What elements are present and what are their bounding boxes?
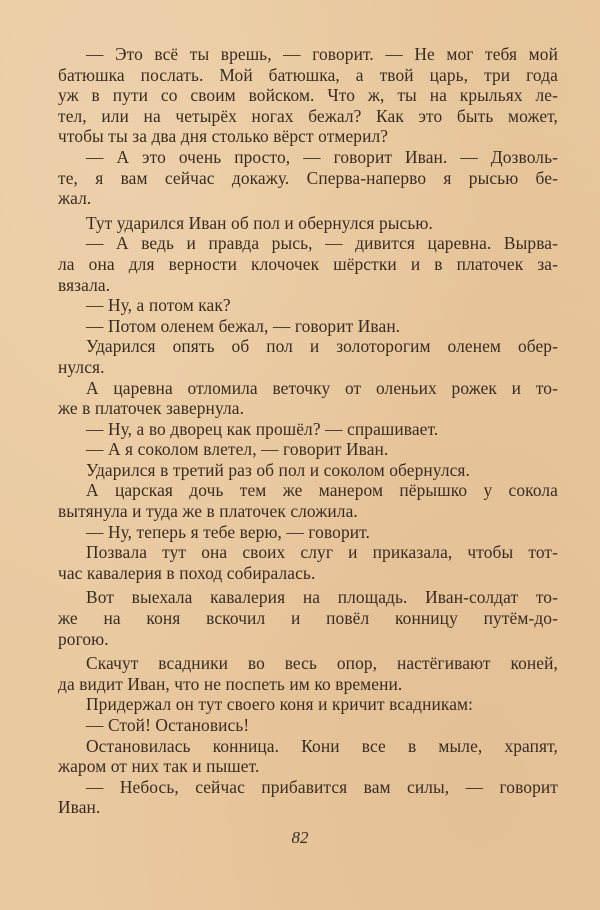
text-line: вязала.	[58, 274, 111, 295]
text-line: же в платочек завернула.	[58, 398, 245, 419]
text-line: — А я соколом влетел, — говорит Иван.	[86, 439, 389, 460]
text-line: жал.	[58, 188, 92, 209]
text-line: — Это всё ты врешь, — говорит. — Не мог тебя мой	[86, 44, 558, 64]
text-line: А царевна отломила веточку от оленьих рожек и то-	[86, 377, 558, 398]
text-line: Тут ударился Иван об пол и обернулся рысью.	[86, 212, 433, 233]
text-line: А царская дочь тем же манером пёрышко у сокола	[86, 480, 558, 501]
text-line: Ударился в третий раз об пол и соколом обернулся.	[86, 459, 470, 480]
text-line: Ударился опять об пол и золоторогим оленем обер-	[86, 336, 558, 357]
text-line: — Ну, а потом как?	[86, 295, 231, 316]
text-line: — Стой! Остановись!	[86, 715, 250, 735]
book-page-text	[58, 44, 558, 818]
text-line: Скачут всадники во весь опор, настёгивают коней,	[86, 653, 558, 674]
text-line: Иван.	[58, 797, 101, 818]
text-line: тел, или на четырёх ногах бежал? Как это быть может,	[58, 105, 558, 126]
text-line: Позвала тут она своих слуг и приказала, чтобы тот-	[86, 542, 558, 563]
text-line: час кавалерия в поход собиралась.	[58, 562, 316, 583]
text-line: — Ну, теперь я тебе верю, — говорит.	[86, 521, 370, 542]
text-line: Вот выехала кавалерия на площадь. Иван-солдат то-	[86, 587, 558, 608]
text-line: уж в пути со своим войском. Что ж, ты на крыльях ле-	[58, 85, 558, 106]
text-line: Придержал он тут своего коня и кричит всадникам:	[86, 694, 474, 715]
text-line: — Ну, а во дворец как прошёл? — спрашивает.	[86, 418, 439, 439]
text-line: да видит Иван, что не поспеть им ко времени.	[58, 673, 403, 694]
text-line: нулся.	[58, 356, 105, 377]
text-line: вытянула и туда же в платочек сложила.	[58, 501, 358, 522]
text-line: — А это очень просто, — говорит Иван. — Дозволь-	[86, 146, 558, 167]
text-line: — Небось, сейчас прибавится вам силы, — говорит	[86, 776, 558, 797]
text-line: — Потом оленем бежал, — говорит Иван.	[86, 315, 401, 336]
text-line: рогою.	[58, 628, 109, 649]
text-line: жаром от них так и пышет.	[58, 756, 260, 777]
text-line: — А ведь и правда рысь, — дивится царевна. Вырва-	[86, 233, 558, 254]
text-line: ла она для верности клочочек шёрстки и в платочек за-	[58, 253, 558, 274]
text-line: батюшка послать. Мой батюшка, а твой царь, три года	[58, 64, 558, 85]
text-line: Остановилась конница. Кони все в мыле, храпят,	[86, 735, 558, 756]
page-number: 82	[291, 828, 309, 847]
text-line: те, я вам сейчас докажу. Сперва-наперво я рысью бе-	[58, 167, 558, 188]
text-line: же на коня вскочил и повёл конницу путём-до-	[58, 608, 558, 629]
text-line: чтобы ты за два дня столько вёрст отмерил?	[58, 126, 389, 147]
